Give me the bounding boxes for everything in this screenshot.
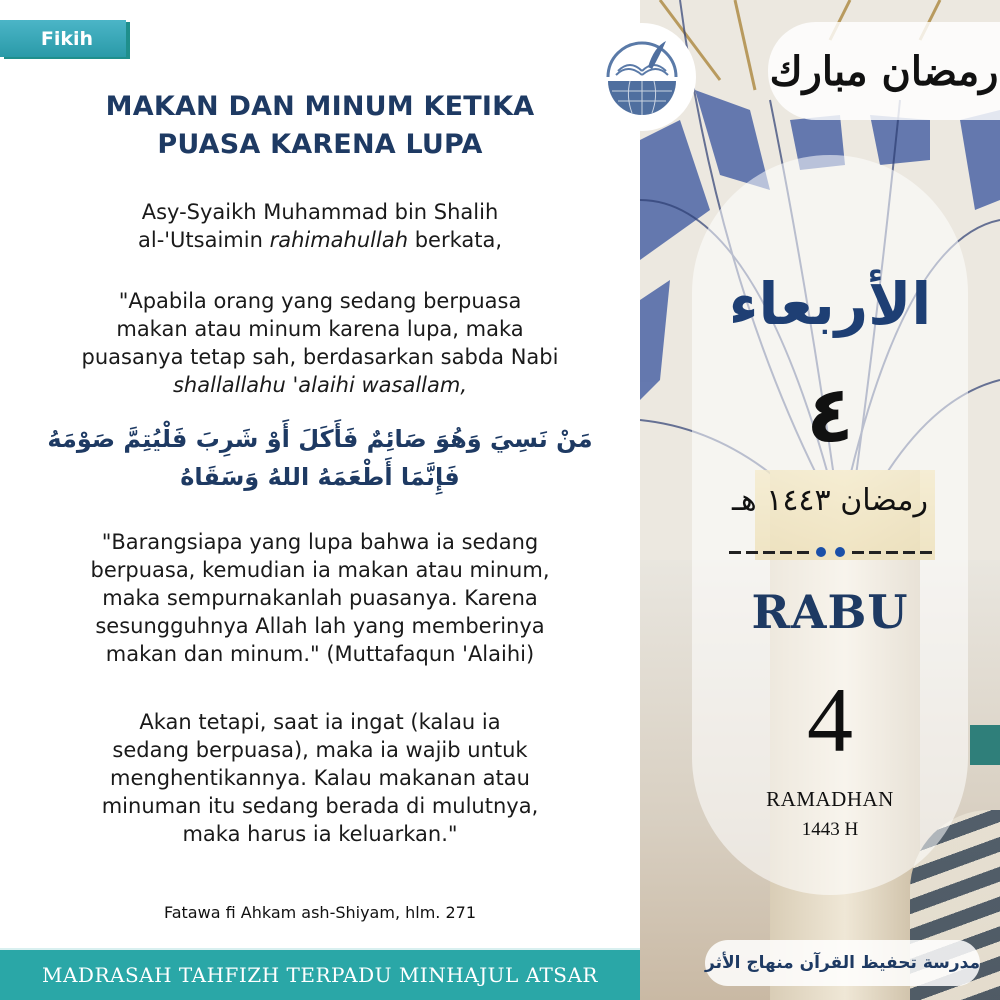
quote-paragraph [20, 287, 620, 399]
quote-line [20, 371, 620, 399]
explanation-line: Akan tetapi, saat ia ingat (kalau ia [139, 710, 501, 734]
dash [903, 551, 915, 554]
teal-awning [970, 725, 1000, 765]
day-number-arabic: ٤ [806, 370, 854, 460]
madrasah-logo [588, 23, 696, 131]
intro-line-2 [20, 226, 620, 254]
intro-line-1: Asy-Syaikh Muhammad bin Shalih [141, 200, 499, 224]
day-number-latin: 4 [807, 669, 853, 771]
hadith-line: مَنْ نَسِيَ وَهُوَ صَائِمٌ فَأَكَلَ أَوْ شَرِبَ فَلْيُتِمَّ صَوْمَهُ [47, 425, 593, 453]
quote-italic: shallallahu 'alaihi wasallam, [172, 373, 467, 397]
intro-italic: rahimahullah [269, 228, 409, 252]
divider-ornament [692, 547, 968, 557]
explanation-line: minuman itu sedang berada di mulutnya, [101, 794, 539, 818]
hadith-arabic [20, 420, 620, 496]
article-title [40, 88, 600, 164]
dash [797, 551, 809, 554]
hadith-translation [20, 528, 620, 668]
explanation-paragraph [20, 708, 620, 848]
dash [852, 551, 864, 554]
year-latin: 1443 H [801, 819, 859, 840]
explanation-line: sedang berpuasa), maka ia wajib untuk [112, 738, 528, 762]
quote-line: makan atau minum karena lupa, maka [116, 317, 524, 341]
dash [780, 551, 792, 554]
title-line-2: PUASA KARENA LUPA [157, 129, 483, 160]
day-name-latin: RABU [751, 585, 909, 639]
source-citation: Fatawa fi Ahkam ash-Shiyam, hlm. 271 [163, 903, 476, 922]
intro-suffix: berkata, [408, 228, 503, 252]
dash [746, 551, 758, 554]
translation-line: makan dan minum." (Muttafaqun 'Alaihi) [105, 642, 535, 666]
hadith-line: فَإِنَّمَا أَطْعَمَهُ اللهُ وَسَقَاهُ [180, 463, 460, 491]
explanation-line: menghentikannya. Kalau makanan atau [110, 766, 530, 790]
dash [729, 551, 741, 554]
quote-line: puasanya tetap sah, berdasarkan sabda Nabi [81, 345, 559, 369]
dash [763, 551, 775, 554]
quote-line: "Apabila orang yang sedang berpuasa [118, 289, 522, 313]
dash [886, 551, 898, 554]
translation-line: sesungguhnya Allah lah yang memberinya [95, 614, 545, 638]
title-line-1: MAKAN DAN MINUM KETIKA [105, 91, 535, 122]
date-card [692, 155, 968, 895]
translation-line: maka sempurnakanlah puasanya. Karena [102, 586, 538, 610]
month-year-arabic: رمضان ١٤٤٣ هـ [732, 483, 928, 518]
category-tag: Fikih [0, 20, 126, 57]
intro-prefix: al-'Utsaimin [137, 228, 270, 252]
translation-line: "Barangsiapa yang lupa bahwa ia sedang [101, 530, 539, 554]
school-name-arabic: مدرسة تحفيظ القرآن منهاج الأثر [705, 940, 980, 986]
footer-bar: MADRASAH TAHFIZH TERPADU MINHAJUL ATSAR [0, 948, 640, 1000]
intro-text [20, 198, 620, 254]
dash [920, 551, 932, 554]
dot-icon [835, 547, 845, 557]
explanation-line: maka harus ia keluarkan." [182, 822, 458, 846]
month-latin: RAMADHAN [766, 787, 894, 811]
translation-line: berpuasa, kemudian ia makan atau minum, [90, 558, 550, 582]
day-name-arabic: الأربعاء [728, 270, 932, 338]
dash [869, 551, 881, 554]
dot-icon [816, 547, 826, 557]
ramadan-mubarak-calligraphy: رمضان مبارك [768, 22, 1000, 120]
book-globe-quill-icon [602, 37, 682, 117]
